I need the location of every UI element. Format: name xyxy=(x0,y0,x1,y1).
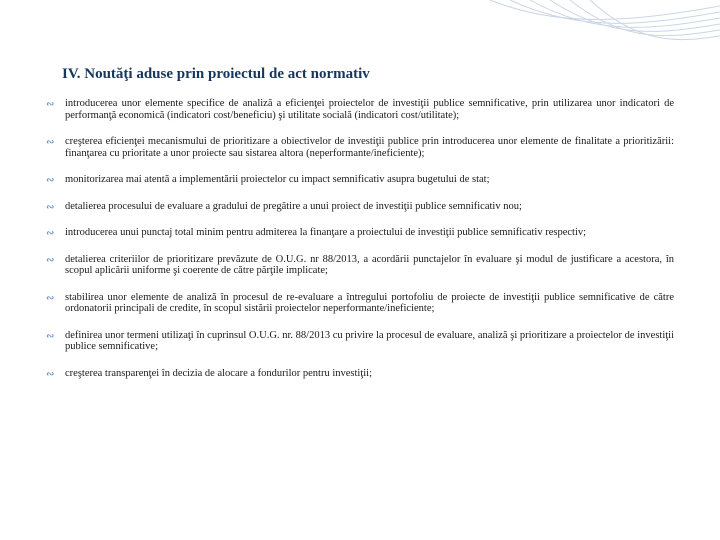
bullet-item: ∾ creşterea eficienţei mecanismului de prioritizare a obiectivelor de investiţii publice prin introducerea unor elemente de finalitate a prioritizării: finanţarea cu prioritate a unor proiecte sau sistarea altora (neperformante/ineficiente); xyxy=(46,136,674,159)
wave-bullet-icon: ∾ xyxy=(46,292,55,304)
wave-bullet-icon: ∾ xyxy=(46,368,55,380)
decorative-wave-lines xyxy=(420,0,720,60)
wave-bullet-icon: ∾ xyxy=(46,201,55,213)
bullet-item: ∾ stabilirea unor elemente de analiză în procesul de re-evaluare a întregului portofoliu de proiecte de investiţii publice semnificative de către ordonatorii principali de credite, în scopul sistării proiectelor neperformante/ineficiente; xyxy=(46,291,674,314)
wave-bullet-icon: ∾ xyxy=(46,137,55,148)
bullet-item: ∾ introducerea unor elemente specifice de analiză a eficienţei proiectelor de investiţii publice semnificative, prin utilizarea unor indicatori de performanţă economică (indicatori cost/beneficiu) şi utilitate socială (indicatori cost/utilitate); xyxy=(46,98,674,121)
slide-title: IV. Noutăţi aduse prin proiectul de act normativ xyxy=(62,66,370,82)
wave-bullet-icon: ∾ xyxy=(46,330,55,342)
bullet-item: ∾ creşterea transparenţei în decizia de alocare a fondurilor pentru investiţii; xyxy=(46,367,372,380)
bullet-item: ∾ introducerea unui punctaj total minim pentru admiterea la finanţare a proiectului de investiţii publice semnificativ respectiv; xyxy=(46,227,587,239)
bullet-item: ∾ definirea unor termeni utilizaţi în cuprinsul O.U.G. nr. 88/2013 cu privire la procesul de evaluare, analiză şi prioritizare a proiectelor de investiţii publice semnificative; xyxy=(46,329,674,352)
wave-bullet-icon: ∾ xyxy=(46,175,55,186)
bullet-list xyxy=(46,98,674,394)
wave-bullet-icon: ∾ xyxy=(46,254,55,266)
bullet-item: ∾ detalierea criteriilor de prioritizare prevăzute de O.U.G. nr 88/2013, a acordării punctajelor în evaluare şi modul de justificare a acestora, în scopul aplicării uniforme şi coerente de către părţile implicate; xyxy=(46,253,674,276)
wave-bullet-icon: ∾ xyxy=(46,99,55,110)
wave-bullet-icon: ∾ xyxy=(46,228,55,239)
bullet-item: ∾ detalierea procesului de evaluare a gradului de pregătire a unui proiect de investiţii publice semnificativ nou; xyxy=(46,200,522,213)
bullet-item: ∾ monitorizarea mai atentă a implementării proiectelor cu impact semnificativ asupra bugetului de stat; xyxy=(46,174,490,186)
